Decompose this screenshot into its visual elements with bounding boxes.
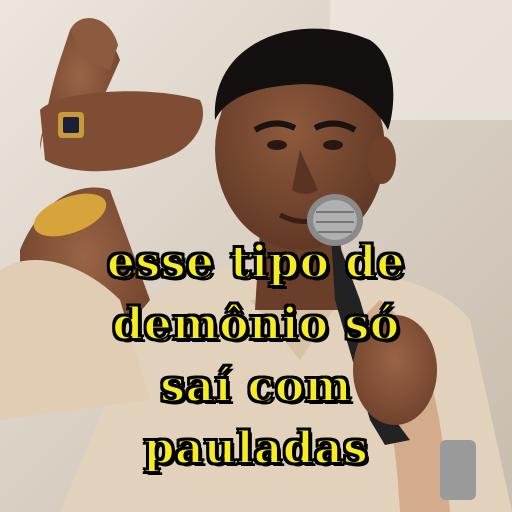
meme-caption bbox=[0, 232, 512, 480]
eye-right bbox=[323, 140, 343, 150]
caption-line-2: demônio só bbox=[112, 299, 400, 350]
caption-line-3: saí com bbox=[160, 361, 352, 412]
ear bbox=[368, 136, 396, 184]
caption-line-1: esse tipo de bbox=[106, 237, 406, 288]
eye-left bbox=[267, 140, 287, 150]
caption-line-4: pauladas bbox=[143, 423, 369, 474]
